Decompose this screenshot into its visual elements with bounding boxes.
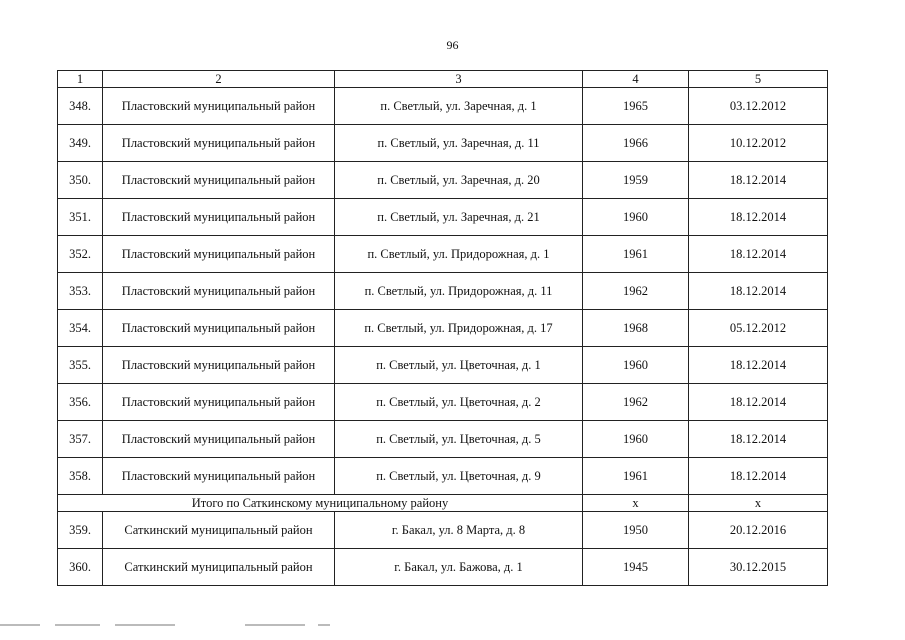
summary-date-mark: х (689, 495, 828, 512)
municipal-district: Пластовский муниципальный район (103, 199, 335, 236)
municipal-district: Саткинский муниципальный район (103, 512, 335, 549)
record-date: 20.12.2016 (689, 512, 828, 549)
row-number: 359. (58, 512, 103, 549)
record-date: 18.12.2014 (689, 273, 828, 310)
construction-year: 1945 (583, 549, 689, 586)
municipal-district: Пластовский муниципальный район (103, 458, 335, 495)
municipal-district: Пластовский муниципальный район (103, 125, 335, 162)
municipal-district: Пластовский муниципальный район (103, 384, 335, 421)
table-body (58, 71, 828, 586)
record-date: 18.12.2014 (689, 236, 828, 273)
construction-year: 1968 (583, 310, 689, 347)
table-row (58, 512, 828, 549)
construction-year: 1962 (583, 273, 689, 310)
record-date: 30.12.2015 (689, 549, 828, 586)
construction-year: 1960 (583, 199, 689, 236)
building-address: г. Бакал, ул. 8 Марта, д. 8 (335, 512, 583, 549)
building-address: п. Светлый, ул. Придорожная, д. 11 (335, 273, 583, 310)
table-row (58, 347, 828, 384)
table-row (58, 236, 828, 273)
record-date: 18.12.2014 (689, 458, 828, 495)
municipal-district: Пластовский муниципальный район (103, 88, 335, 125)
scan-mark (245, 624, 305, 626)
construction-year: 1962 (583, 384, 689, 421)
summary-year-mark: х (583, 495, 689, 512)
table-row (58, 88, 828, 125)
table-row (58, 199, 828, 236)
table-row (58, 162, 828, 199)
record-date: 05.12.2012 (689, 310, 828, 347)
table-row (58, 310, 828, 347)
municipal-district: Саткинский муниципальный район (103, 549, 335, 586)
municipal-district: Пластовский муниципальный район (103, 421, 335, 458)
construction-year: 1959 (583, 162, 689, 199)
construction-year: 1960 (583, 421, 689, 458)
column-number: 4 (583, 71, 689, 88)
row-number: 353. (58, 273, 103, 310)
column-number: 3 (335, 71, 583, 88)
municipal-district: Пластовский муниципальный район (103, 310, 335, 347)
building-address: п. Светлый, ул. Придорожная, д. 1 (335, 236, 583, 273)
municipal-district: Пластовский муниципальный район (103, 273, 335, 310)
summary-row (58, 495, 828, 512)
row-number: 351. (58, 199, 103, 236)
table-row (58, 549, 828, 586)
construction-year: 1961 (583, 236, 689, 273)
record-date: 18.12.2014 (689, 347, 828, 384)
row-number: 355. (58, 347, 103, 384)
construction-year: 1960 (583, 347, 689, 384)
scan-mark (55, 624, 100, 626)
record-date: 03.12.2012 (689, 88, 828, 125)
column-number-row (58, 71, 828, 88)
record-date: 18.12.2014 (689, 421, 828, 458)
building-address: п. Светлый, ул. Цветочная, д. 2 (335, 384, 583, 421)
row-number: 360. (58, 549, 103, 586)
footer-scan-marks (0, 624, 330, 628)
building-address: г. Бакал, ул. Бажова, д. 1 (335, 549, 583, 586)
row-number: 357. (58, 421, 103, 458)
construction-year: 1965 (583, 88, 689, 125)
page-number: 96 (446, 38, 459, 52)
scan-mark (0, 624, 40, 626)
row-number: 349. (58, 125, 103, 162)
building-address: п. Светлый, ул. Придорожная, д. 17 (335, 310, 583, 347)
row-number: 356. (58, 384, 103, 421)
building-address: п. Светлый, ул. Заречная, д. 1 (335, 88, 583, 125)
table-row (58, 458, 828, 495)
column-number: 5 (689, 71, 828, 88)
construction-year: 1966 (583, 125, 689, 162)
municipal-district: Пластовский муниципальный район (103, 162, 335, 199)
table-row (58, 125, 828, 162)
column-number: 2 (103, 71, 335, 88)
record-date: 18.12.2014 (689, 384, 828, 421)
record-date: 18.12.2014 (689, 162, 828, 199)
municipal-district: Пластовский муниципальный район (103, 236, 335, 273)
housing-table (57, 70, 828, 586)
row-number: 348. (58, 88, 103, 125)
building-address: п. Светлый, ул. Заречная, д. 11 (335, 125, 583, 162)
construction-year: 1961 (583, 458, 689, 495)
column-number: 1 (58, 71, 103, 88)
construction-year: 1950 (583, 512, 689, 549)
scan-mark (115, 624, 175, 626)
building-address: п. Светлый, ул. Заречная, д. 20 (335, 162, 583, 199)
building-address: п. Светлый, ул. Цветочная, д. 5 (335, 421, 583, 458)
building-address: п. Светлый, ул. Заречная, д. 21 (335, 199, 583, 236)
table-row (58, 421, 828, 458)
summary-label: Итого по Саткинскому муниципальному району (58, 495, 583, 512)
table-row (58, 384, 828, 421)
scan-mark (318, 624, 330, 626)
municipal-district: Пластовский муниципальный район (103, 347, 335, 384)
building-address: п. Светлый, ул. Цветочная, д. 9 (335, 458, 583, 495)
row-number: 350. (58, 162, 103, 199)
record-date: 10.12.2012 (689, 125, 828, 162)
row-number: 354. (58, 310, 103, 347)
record-date: 18.12.2014 (689, 199, 828, 236)
row-number: 358. (58, 458, 103, 495)
building-address: п. Светлый, ул. Цветочная, д. 1 (335, 347, 583, 384)
table-row (58, 273, 828, 310)
row-number: 352. (58, 236, 103, 273)
